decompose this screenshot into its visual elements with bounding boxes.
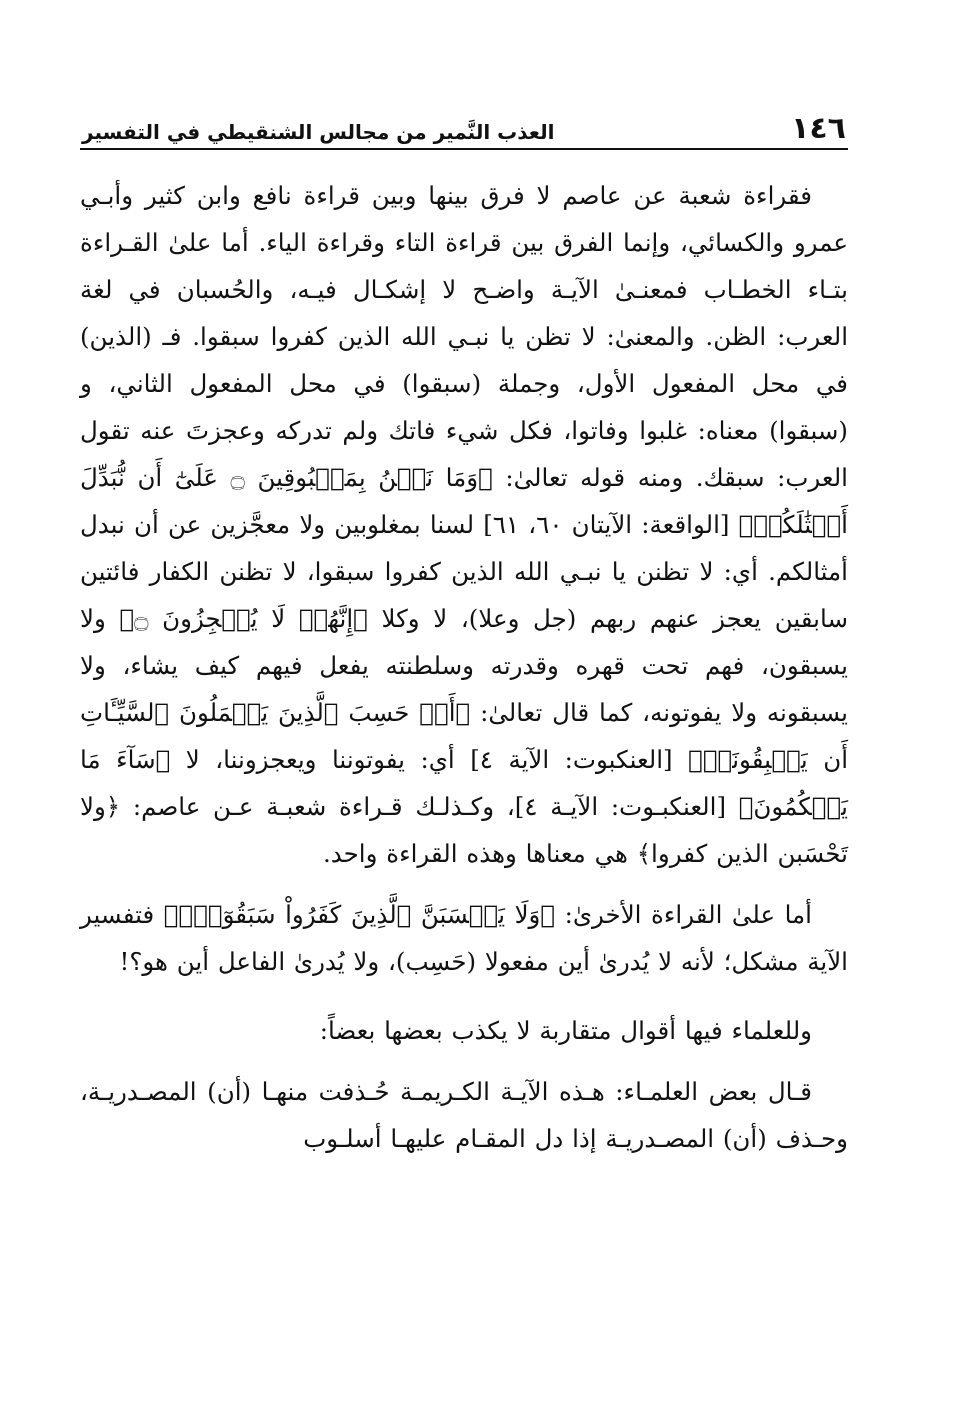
paragraph-other-reading: أما علىٰ القراءة الأخرىٰ: ﴿وَلَا يَحۡسَبَنَّ ٱلَّذِينَ كَفَرُواْ سَبَقُوٓاْۚ﴾ فتفسير الآية مشكل؛ لأنه لا يُدرىٰ أين مفعولا (حَسِب)، ولا يُدرىٰ الفاعل أين هو؟! [80, 900, 848, 976]
page-body [80, 172, 848, 1162]
page-header [80, 104, 848, 150]
running-title: العذب النَّمير من مجالس الشنقيطي في التفسير [82, 120, 555, 144]
page-number: ١٤٦ [791, 111, 846, 146]
paragraph-readings: فقراءة شعبة عن عاصم لا فرق بينها وبين قراءة نافع وابن كثير وأبـي عمرو والكسائي، وإنما الفرق بين قراءة التاء وقراءة الياء. أما علىٰ القـراءة بتـاء الخطـاب فمعنـىٰ الآيـة واضـح لا إشكـال فيـه، والحُسبان في لغة العرب: الظن. والمعنىٰ: لا تظن يا نبـي الله الذين كفروا سبقوا. فـ (الذين) في محل المفعول الأول، وجملة (سبقوا) في محل المفعول الثاني، و (سبقوا) معناه: غلبوا وفاتوا، فكل شيء فاتك ولم تدركه وعجزتَ عنه تقول العرب: سبقك. ومنه قوله تعالىٰ: ﴿وَمَا نَحۡنُ بِمَسۡبُوقِينَ ۝ عَلَىٰٓ أَن نُّبَدِّلَ أَمۡثَٰلَكُمۡ﴾ [الواقعة: الآيتان ٦٠، ٦١] لسنا بمغلوبين ولا معجَّزين عن أن نبدل أمثالكم. أي: لا تظنن يا نبـي الله الذين كفروا سبقوا، لا تظنن الكفار فائتين سابقين يعجز عنهم ربهم (جل وعلا)، لا وكلا ﴿إِنَّهُمۡ لَا يُعۡجِزُونَ ۝﴾ ولا يسبقون، فهم تحت قهره وقدرته وسلطنته يفعل فيهم كيف يشاء، ولا يسبقونه ولا يفوتونه، كما قال تعالىٰ: ﴿أَمۡ حَسِبَ ٱلَّذِينَ يَعۡمَلُونَ ٱلسَّيِّـَٔاتِ أَن يَسۡبِقُونَاۚ﴾ [العنكبوت: الآية ٤] أي: يفوتوننا ويعجزوننا، لا ﴿سَآءَ مَا يَحۡكُمُونَ﴾ [العنكبـوت: الآيـة ٤]، وكـذلـك قـراءة شعبـة عـن عاصم: ﴿ولا تَحْسَبن الذين كفروا﴾ هي معناها وهذه القراءة واحد. [80, 181, 848, 868]
book-page [80, 104, 848, 1162]
paragraph-scholars: وللعلماء فيها أقوال متقاربة لا يكذب بعضها بعضاً: [319, 1016, 812, 1045]
paragraph-first-opinion: قـال بعض العلمـاء: هـذه الآيـة الكـريمـة حُـذفت منهـا (أن) المصـدريـة، وحـذف (أن) المصـدريـة إذا دل المقـام عليهـا أسلـوب [80, 1077, 848, 1153]
